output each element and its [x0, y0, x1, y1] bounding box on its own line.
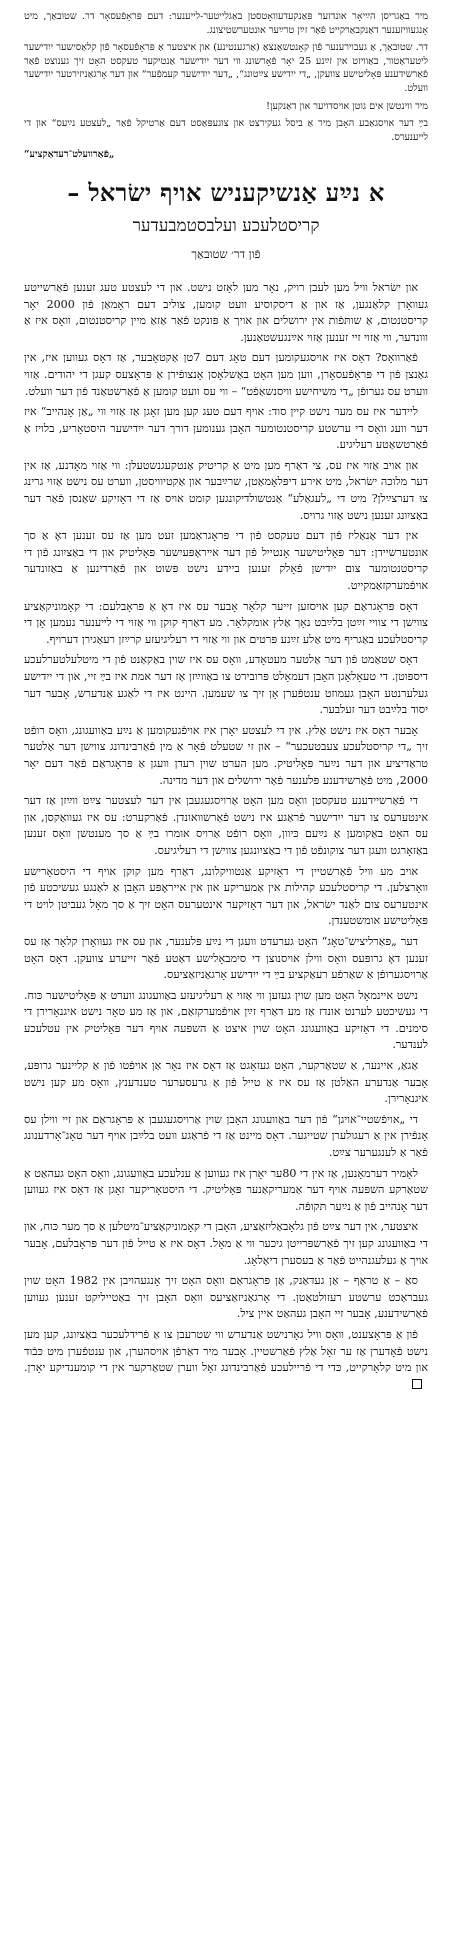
body-paragraph: ליידער איז עס מער נישט קיין סוד: אויף דעם טעג קען מען זאָגן אַז אַזוי ווי „אַן אָנהייב“ איז דער וועג וואָס די ערשטע קריסטנטומער האָבן גענומען דורך דער ייִדישער היסטאָריע, בלויז אַ פֿאַרטשאַטע רעליגיע.	[24, 405, 428, 452]
body-paragraph: און ישׂראל וויל מען לעבן רויק, נאָר מען לאָזט נישט. און די לעצטע טעג זענען פֿאַרשייטע געוואָרן קלאַנגען, אַז און אַ דיסקוסיע וועט קומען, צוליב דעם ראָמאַן פֿון 2000 יאָר קריסטנטום, אַ שותּפֿות אין ירושלים און אויך אַ פּונקט פֿאַר אַזאַ מיין קריסטנטום, וואָס איז אַ ווונדער, ווי אַזוי זיי זענען אַזוי אײַנגעשטאַנען.	[24, 280, 428, 344]
body-paragraph: פֿאַרוואָס? דאָס איז אויסגעקומען דעם טאָג דעם 7טן אַקטאָבער, אַז דאָס געווען איז, אין גאַנצן פֿון די פּראָפֿעסאָרן, ווען מען האָט באַשלאָסן אָנצופֿירן אַ פּראָצעס קעגן די יהודים. אַזוי ווערט עס גערופֿן „די משיחישע וויסנשאַפֿט“ – ווי עס וועט קומען אַ פֿאַרשטאַנד פֿון דער וועלט.	[24, 351, 428, 398]
article-subtitle: קריסטלעכע ועלבסטמבעדער	[132, 215, 320, 236]
article-header	[24, 176, 428, 262]
body-paragraph: סאַ – אַ טראַף – אַן געדאַנק, אַן פּראָגראַם וואָס האָט זיך אָנגעהויבן אין 1982 האָט שוין געבראַכט ערשטע רעזולטאַטן. די אָרגאַניזאַציעס וואָס האָבן זיך באַטייליקט זענען געווען פֿאַרשידענע, אָבער זיי האָבן געהאַט איין ציל.	[24, 1274, 428, 1321]
article-body	[24, 280, 428, 1393]
body-paragraph: דאָס פּראָגראַם קען אויסזען זייער קלאָר אָבער עס איז דאָ אַ פּראָבלעם: די קאָמוניקאַציע צווישן די צוויי זײַטן בלײַבט נאָך אַלץ אומקלאָר. מע דאַרף קוקן ווי אַזוי די לײענער נעמען אָן די קריסטלעכע באַגריף מיט אַלע זײַנע פּרטים און ווי אַזוי די רעליגיעזע קרײַזן רעאַגירן דערויף.	[24, 599, 428, 646]
body-paragraph: אין דער אַנאַליז פֿון דעם טעקסט פֿון די פּראָגראַמען זעט מען אַז עס זענען דאָ אַ סך אונטערשיידן: דער פּאָליטישער אָנטייל פֿון דער אײראָפּעיִשער פּאָליטיק און די באַציִונג פֿון די קריסטנטומער צום ייִדישן פֿאָלק זענען ביידע נישט פּשוט און פֿאַרדינען אַ באַזונדער אויפֿמערקזאַמקייט.	[24, 529, 428, 593]
body-paragraph: דער „פּאַרליציש־טאָג“ האָט גערעדט וועגן די נײַע פּלענער, און עס איז געוואָרן קלאָר אַז עס זענען דאָ גרופּעס וואָס ווילן אויסנוצן די סימבאָלישע דאַטע פֿאַר זייערע צוועקן. דאָס האָט אַרויסגערופֿן אַ שאַרפֿע רעאַקציע בײַ די ייִדישע אָרגאַניזאַציעס.	[24, 934, 428, 982]
body-paragraph: דאָס שטאַמט פֿון דער אַלטער מעטאָדע, וואָס עס איז שוין באַקאַנט פֿון די מיטלעלטערלעכע דיספּוטן. די טעאָלאָגן האָבן דעמאָלט פּרובירט צו באַווײַזן אַז דער אמת איז בײַ זיי, און די ייִדישע געלערנטע האָבן געמוזט ענטפֿערן אָן זיך צו שעמען. היינט איז די לאַגע אַנדערש, אָבער דער יסוד בלײַבט דער זעלבער.	[24, 653, 428, 717]
body-paragraph: און אויב אַזוי איז עס, צי דאַרף מען מיט אַ קריטיק אַנטקעגנשטעלן: ווי אַזוי מאָדנע, אַז אין דער מלוכה ישׂראל, מיט אירע דיפּלאָמאַטן, שרײַבער און אַקטיוויסטן, ווערט עס נישט אַזוי גרינג צו דערצײַלן? מיט די „לעגאַלע“ אַנטשולדיקונגען קומט אויס אַז די דאָזיקע שאַנסן פֿאַר דער באַציִונג זענען נישט אַזוי גרויס.	[24, 458, 428, 522]
intro-paragraph: מיר ווינטשן אים גוטן אויסדויער און דאַנקען!	[266, 100, 428, 112]
body-paragraph: אויב מע וויל פֿאַרשטיין די דאָזיקע אַנטוויקלונג, דאַרף מען קוקן אויף די היסטאָרישע וואָרצלען. די קריסטלעכע קהילות אין אַמעריקע און אין אייראָפּע האָבן אַ לאַנגע געשיכטע פֿון אינטערעס צום לאַנד ישׂראל, און דער דאָזיקער אינטערעס האָט זיך אַ סך מאָל געביטן לויט די פּאָליטישע אומשטענדן.	[24, 864, 428, 928]
body-paragraph: איצטער, אין דער צײַט פֿון גלאָבאַליזאַציע, האָבן די קאָמוניקאַציע־מיטלען אַ סך מער כּוח, און די באַוועגונג קען זיך פֿאַרשפּרייטן גיכער ווי אַ מאָל. דאָס איז אַ טייל פֿון דער פּראָבלעם, אָבער אויך אַ געלעגנהייט פֿאַר אַ בעסערן דיאַלאָג.	[24, 1220, 428, 1267]
article-title: א נײַע אַנשיקעניש אויף ישׂראל –	[67, 177, 385, 207]
intro-paragraph: בײַ דער אויסגאַבע האָבן מיר אַ ביסל געקירצט און צוגעפּאַסט דעם אַרטיקל פֿאַר „לעצטע נײַעס“ און די לייענערס.	[24, 118, 428, 143]
body-paragraph: לאָמיר דערמאָנען, אַז אין די 80ער יאָרן איז געווען אַ ענלעכע באַוועגונג, וואָס האָט געהאַט אַ שטאַרקע השפּעה אויף דער אַמעריקאַנער פּאָליטיק. די היסטאָריקער זאָגן אַז דאָס איז געווען דער אָנהייב פֿון אַ נײַער תּקופֿה.	[24, 1166, 428, 1213]
editorial-signature: „פֿאַרוועלט־רעדאַקציע“	[24, 149, 115, 161]
editorial-note	[24, 10, 428, 162]
body-paragraph: די פֿאַרשיידענע טעקסטן וואָס מען האָט אַרויסגעגעבן אין דער לעצטער צײַט ווײַזן אַז דער אינטערעס צו דער ייִדישער פֿראַגע איז נישט פֿאַרשוואונדן. פֿאַרקערט: עס איז געוואַקסן, און עס האָט באַקומען אַ נײַעם כּיוון, וואָס רופֿט אַרויס אומרו בײַ אַ סך מענטשן וואָס זענען באַזאָרגט וועגן דער צוקונפֿט פֿון די באַציִונגען צווישן די רעליגיעס.	[24, 794, 428, 857]
body-paragraph: נישט איינמאָל האָט מען שוין געזען ווי אַזוי אַ רעליגיעזע באַוועגונג ווערט אַ פּאָליטישער כּוח. די געשיכטע לערנט אונדז אַז מע דאַרף זײַן אויפֿמערקזאַם, און אַז מע טאָר נישט איגנאָרירן די סימנים. די דאָזיקע באַוועגונג האָט שוין איצט אַ השפּעה אויף דער פּאָליטיק אין עטלעכע לענדער.	[24, 988, 428, 1052]
intro-paragraph: דר. שטובאַך, אַ געבוירענער פֿון קאָנטשאַנצאַ (אַרגענטינע) און איצטער אַ פּראָפֿעסאָר פֿון קלאַסישער ייִדישער ליטעראַטור, באַוויזט אין זײַנע 25 יאָר פֿאָרשונג ווי דער ייִדישער אַנטיקער טעקסט האָט זיך גענוצט פֿאַר פֿאַרשידענע פּאָליטישע צוועקן, „די ייִדישע צײַטונג“, „דער ייִדישער קעמפֿער“ און דער אָרגאַניזירטער ייִדישער וועלט.	[24, 42, 428, 94]
article-byline: פֿון דר׳ שטובאַך	[191, 246, 261, 261]
body-paragraph: אָבער דאָס איז נישט אַלץ. אין די לעצטע יאָרן איז אויפֿגעקומען אַ נײַע באַוועגונג, וואָס רופֿט זיך „די קריסטלעכע צעבטעכער“ – און זי שטעלט פֿאָר אַ מין פֿאַרבינדונג צווישן דער אַלטער טראַדיציע און דער נײַער פּאָליטיק. מען הערט שוין רעדן וועגן אַ פּראָגראַם פֿאַר דעם יאָר 2000, מיט פֿאַרשידענע פּלענער פֿאַר ירושלים און דער מדינה.	[24, 723, 428, 787]
body-paragraph: אַגאַ, איינער, אַ שטאַרקער, האָט געזאָגט אַז דאָס איז נאָר אַן אויפֿטו פֿון אַ קליינער גרופּע, אָבער אַנדערע האַלטן אַז עס איז אַ טייל פֿון אַ גרעסערער טענדענץ, וואָס מע קען נישט איגנאָרירן.	[24, 1059, 428, 1106]
intro-paragraph: מיר באַגריסן הײַיאָר אונדזער פּאַנקעדעוואָטסטן באַגלייטער-לייענער: דעם פּראָפֿעסאָר דר. שטובאַך, מיט אָנגעוויזענער דאַנקבאַרקייט פֿאַר זײַן טרײַער אונטערשטיצונג.	[24, 11, 428, 36]
body-paragraph: די „אויפֿשטיי־אויגן“ פֿון דער באַוועגונג האָבן שוין אַרויסגעגעבן אַ פּראָגראַם און זיי ווילן עס אָנפֿירן אין אַ רעגולערן שטייגער. דאָס מיינט אַז די פֿראַגע וועט בלײַבן אויף דער טאָג־אָרדענונג פֿאַר אַ לענגערער צײַט.	[24, 1112, 428, 1160]
body-paragraph-final: פֿון אַ פּראָצענט, וואָס וויל גאָרנישט אַנדערש ווי שטרעבן צו אַ פֿרידלעכער באַציִונג, קען מען נישט פֿאָדערן אַז ער זאָל אַלץ פֿאַרשטיין. אָבער מיר דאַרפֿן אויסהערן, און ענטפֿערן מיט כּבֿוד און מיט קלאָרקייט, כּדי די פֿריילעכע פֿאַרבינדונג זאָל ווערן שטאַרקער אין די קומענדיקע יאָרן.	[24, 1327, 428, 1393]
